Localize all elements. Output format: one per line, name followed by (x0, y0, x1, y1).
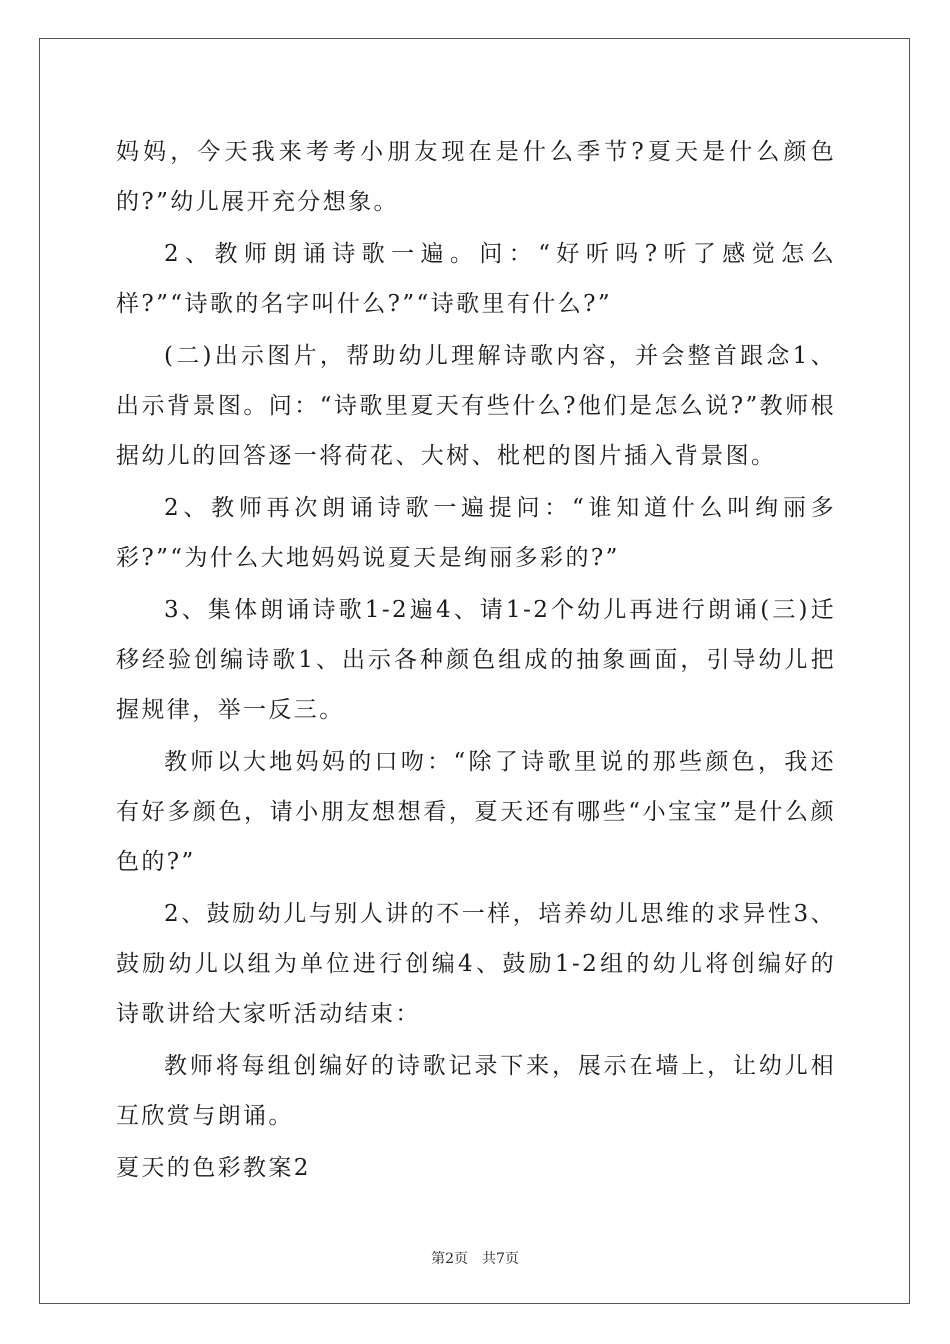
paragraph-5: 3、集体朗诵诗歌1-2遍4、请1-2个幼儿再进行朗诵(三)迁移经验创编诗歌1、出示各种颜色组成的抽象画面，引导幼儿把握规律，举一反三。 (116, 597, 836, 723)
paragraph-3: (二)出示图片，帮助幼儿理解诗歌内容，并会整首跟念1、出示背景图。问：“诗歌里夏天有些什么?他们是怎么说?”教师根据幼儿的回答逐一将荷花、大树、枇杷的图片插入背景图。 (116, 343, 836, 469)
section-heading: 夏天的色彩教案2 (116, 1155, 311, 1181)
paragraph-1: 妈妈，今天我来考考小朋友现在是什么季节?夏天是什么颜色的?”幼儿展开充分想象。 (116, 139, 836, 215)
page-number-footer: 第2页 共7页 (431, 1251, 519, 1267)
paragraph-8: 教师将每组创编好的诗歌记录下来，展示在墙上，让幼儿相互欣赏与朗诵。 (116, 1053, 836, 1129)
paragraph-6: 教师以大地妈妈的口吻：“除了诗歌里说的那些颜色，我还有好多颜色，请小朋友想想看，夏天还有哪些“小宝宝”是什么颜色的?” (116, 749, 836, 875)
paragraph-2: 2、教师朗诵诗歌一遍。问：“好听吗?听了感觉怎么样?”“诗歌的名字叫什么?”“诗歌里有什么?” (116, 241, 836, 317)
paragraph-4: 2、教师再次朗诵诗歌一遍提问：“谁知道什么叫绚丽多彩?”“为什么大地妈妈说夏天是绚丽多彩的?” (116, 495, 836, 571)
document-body (116, 127, 836, 1193)
paragraph-7: 2、鼓励幼儿与别人讲的不一样，培养幼儿思维的求异性3、鼓励幼儿以组为单位进行创编4、鼓励1-2组的幼儿将创编好的诗歌讲给大家听活动结束： (116, 901, 836, 1027)
